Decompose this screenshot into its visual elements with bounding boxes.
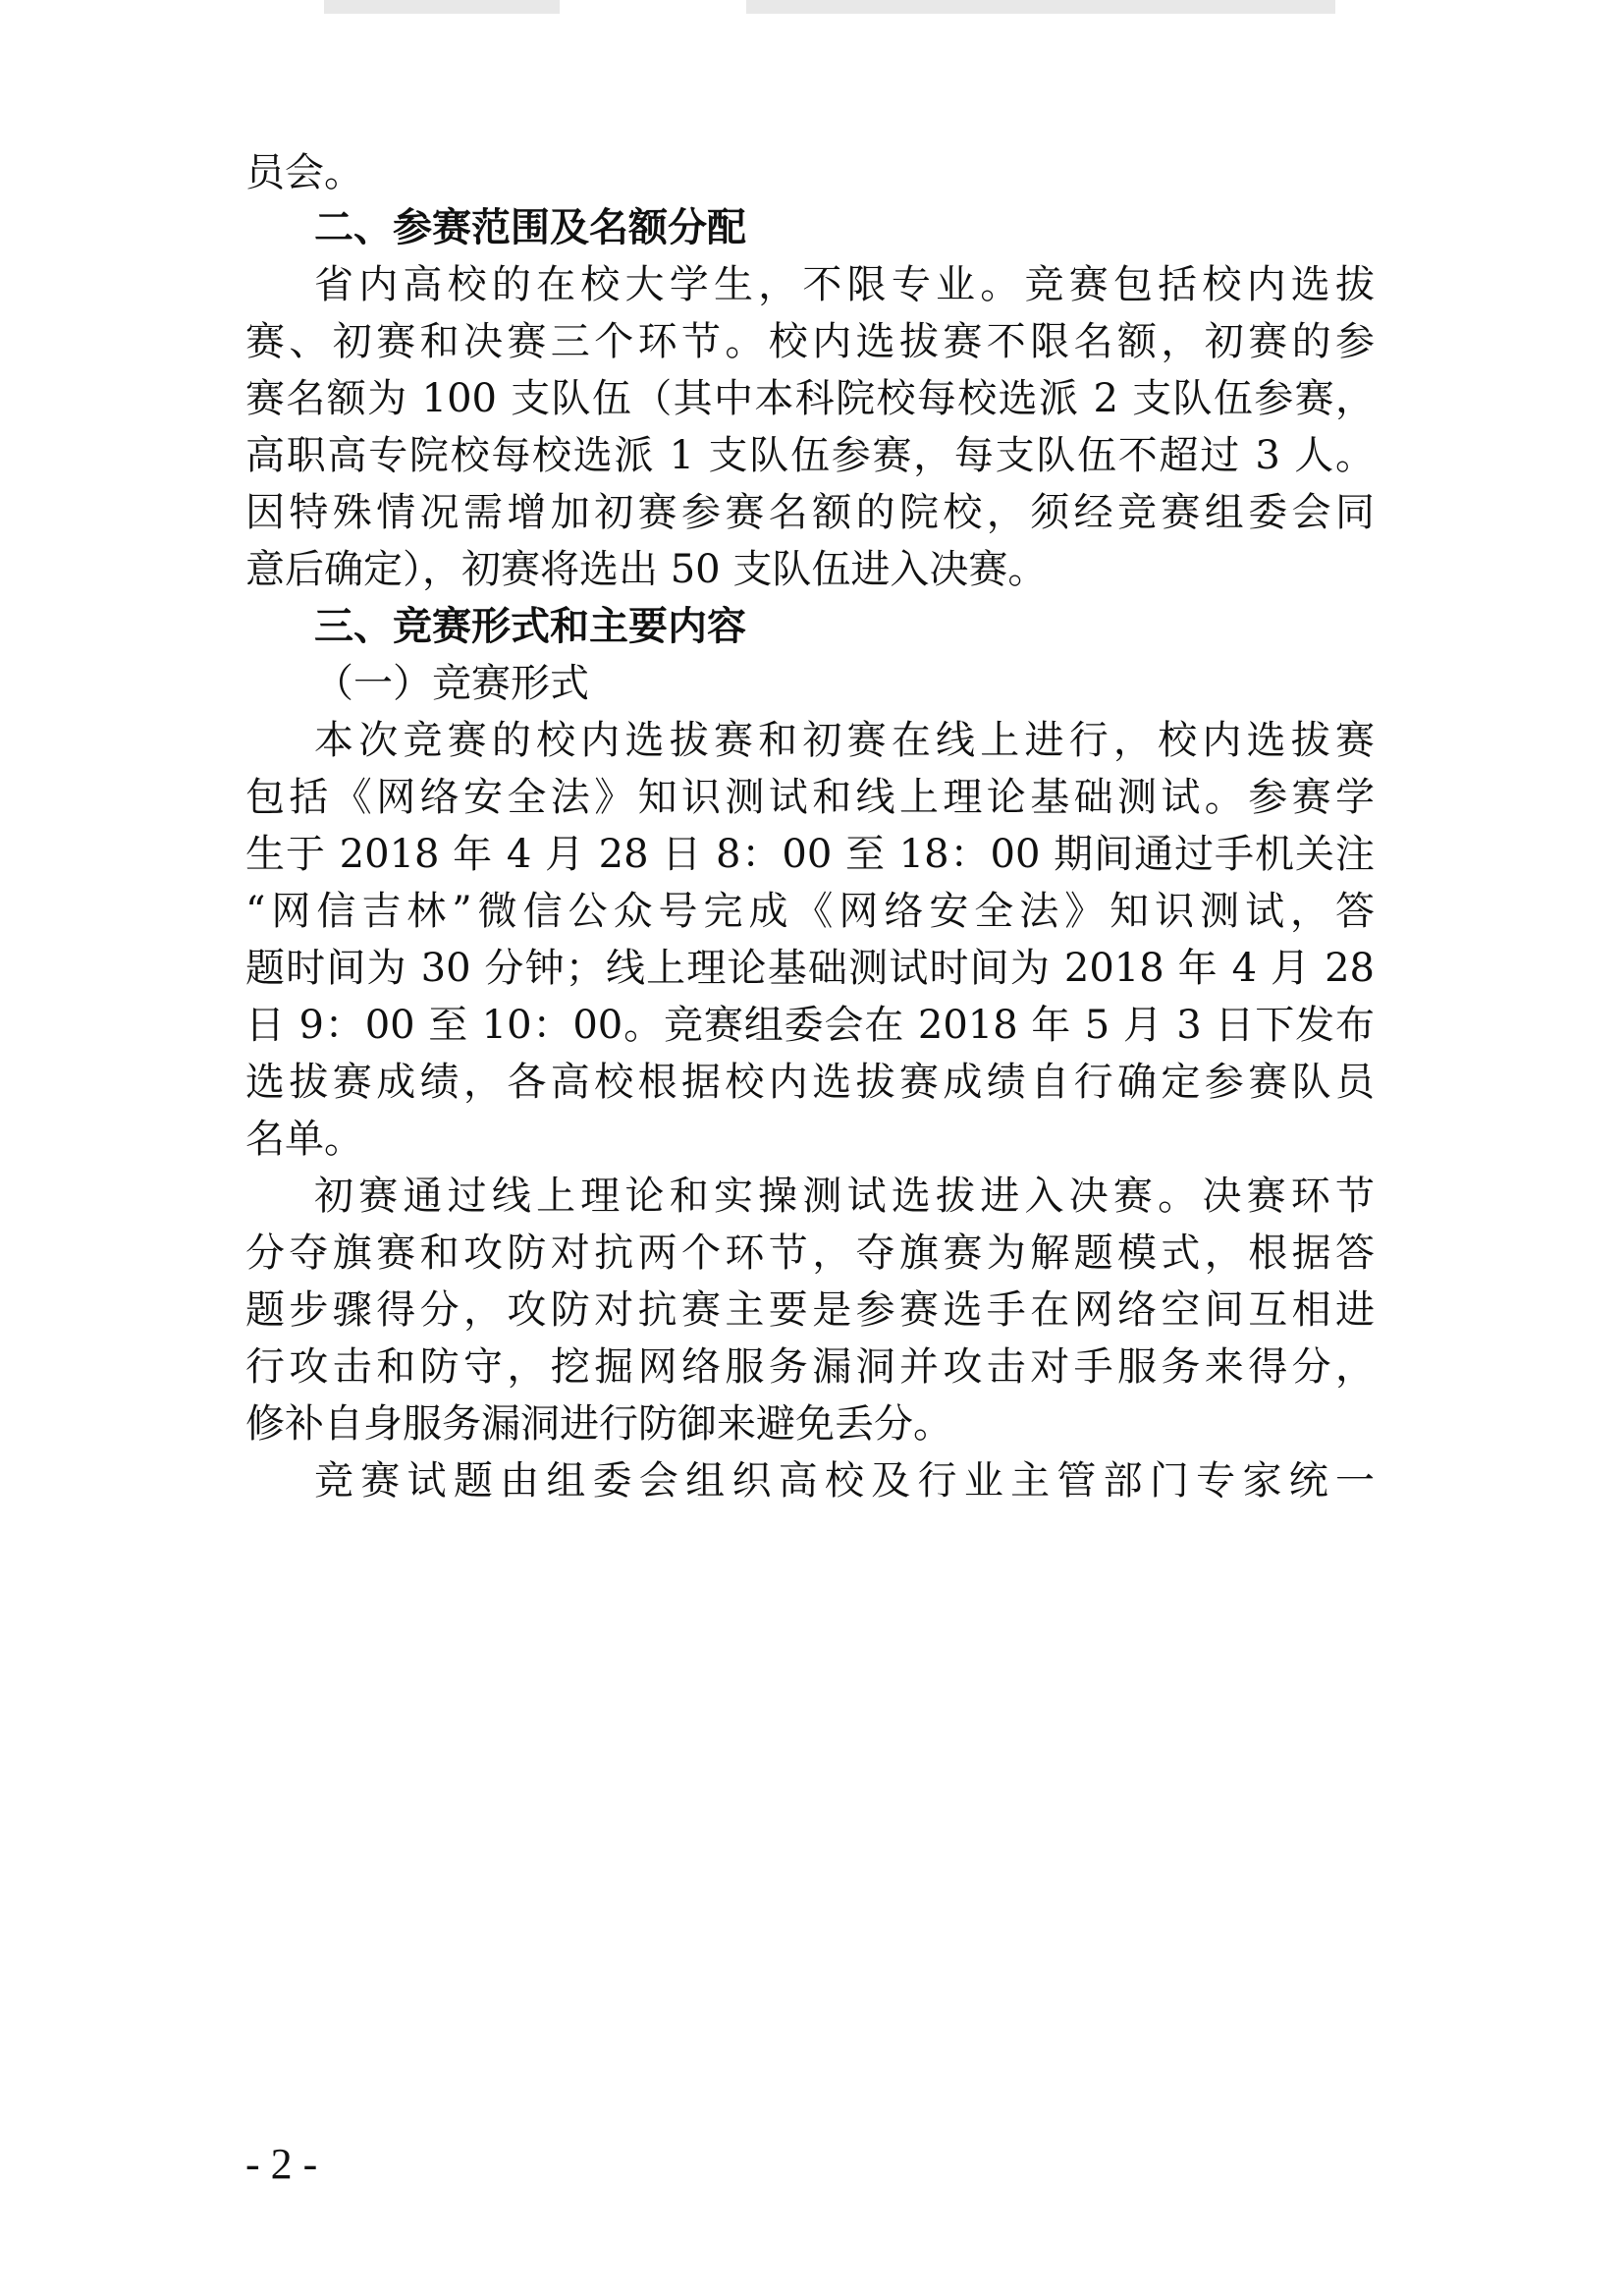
section-heading: 二、参赛范围及名额分配 xyxy=(314,205,746,250)
paragraph-first-line: 省内高校的在校大学生，不限专业。竞赛包括校内选拔 xyxy=(314,262,1375,307)
body-line: 员会。 xyxy=(245,150,363,195)
paragraph-first-line: 初赛通过线上理论和实操测试选拔进入决赛。决赛环节 xyxy=(314,1174,1375,1219)
subsection-heading: （一）竞赛形式 xyxy=(314,661,589,706)
body-line: “网信吉林”微信公众号完成《网络安全法》知识测试，答 xyxy=(245,889,1375,934)
body-line: 赛、初赛和决赛三个环节。校内选拔赛不限名额，初赛的参 xyxy=(245,319,1375,364)
body-line: 行攻击和防守，挖掘网络服务漏洞并攻击对手服务来得分， xyxy=(245,1344,1375,1390)
section-heading: 三、竞赛形式和主要内容 xyxy=(314,604,746,649)
paragraph-first-line: 竞赛试题由组委会组织高校及行业主管部门专家统一 xyxy=(314,1458,1375,1503)
body-line: 生于 2018 年 4 月 28 日 8：00 至 18：00 期间通过手机关注 xyxy=(245,832,1375,877)
body-line: 分夺旗赛和攻防对抗两个环节，夺旗赛为解题模式，根据答 xyxy=(245,1230,1375,1276)
body-line: 赛名额为 100 支队伍（其中本科院校每校选派 2 支队伍参赛， xyxy=(245,376,1375,421)
scan-artifact xyxy=(746,0,1335,14)
body-line: 题步骤得分，攻防对抗赛主要是参赛选手在网络空间互相进 xyxy=(245,1287,1375,1333)
body-line: 包括《网络安全法》知识测试和线上理论基础测试。参赛学 xyxy=(245,775,1375,820)
body-line: 高职高专院校每校选派 1 支队伍参赛，每支队伍不超过 3 人。 xyxy=(245,433,1375,478)
body-line: 因特殊情况需增加初赛参赛名额的院校，须经竞赛组委会同 xyxy=(245,490,1375,535)
body-line: 日 9：00 至 10：00。竞赛组委会在 2018 年 5 月 3 日下发布 xyxy=(245,1003,1375,1048)
body-line: 修补自身服务漏洞进行防御来避免丢分。 xyxy=(245,1401,952,1447)
body-line: 名单。 xyxy=(245,1117,363,1162)
body-line: 题时间为 30 分钟；线上理论基础测试时间为 2018 年 4 月 28 xyxy=(245,946,1375,991)
body-line: 选拔赛成绩，各高校根据校内选拔赛成绩自行确定参赛队员 xyxy=(245,1060,1375,1105)
page-number: - 2 - xyxy=(245,2140,318,2188)
scan-artifact xyxy=(324,0,560,14)
body-line: 意后确定），初赛将选出 50 支队伍进入决赛。 xyxy=(245,547,1048,592)
paragraph-first-line: 本次竞赛的校内选拔赛和初赛在线上进行，校内选拔赛 xyxy=(314,718,1375,763)
